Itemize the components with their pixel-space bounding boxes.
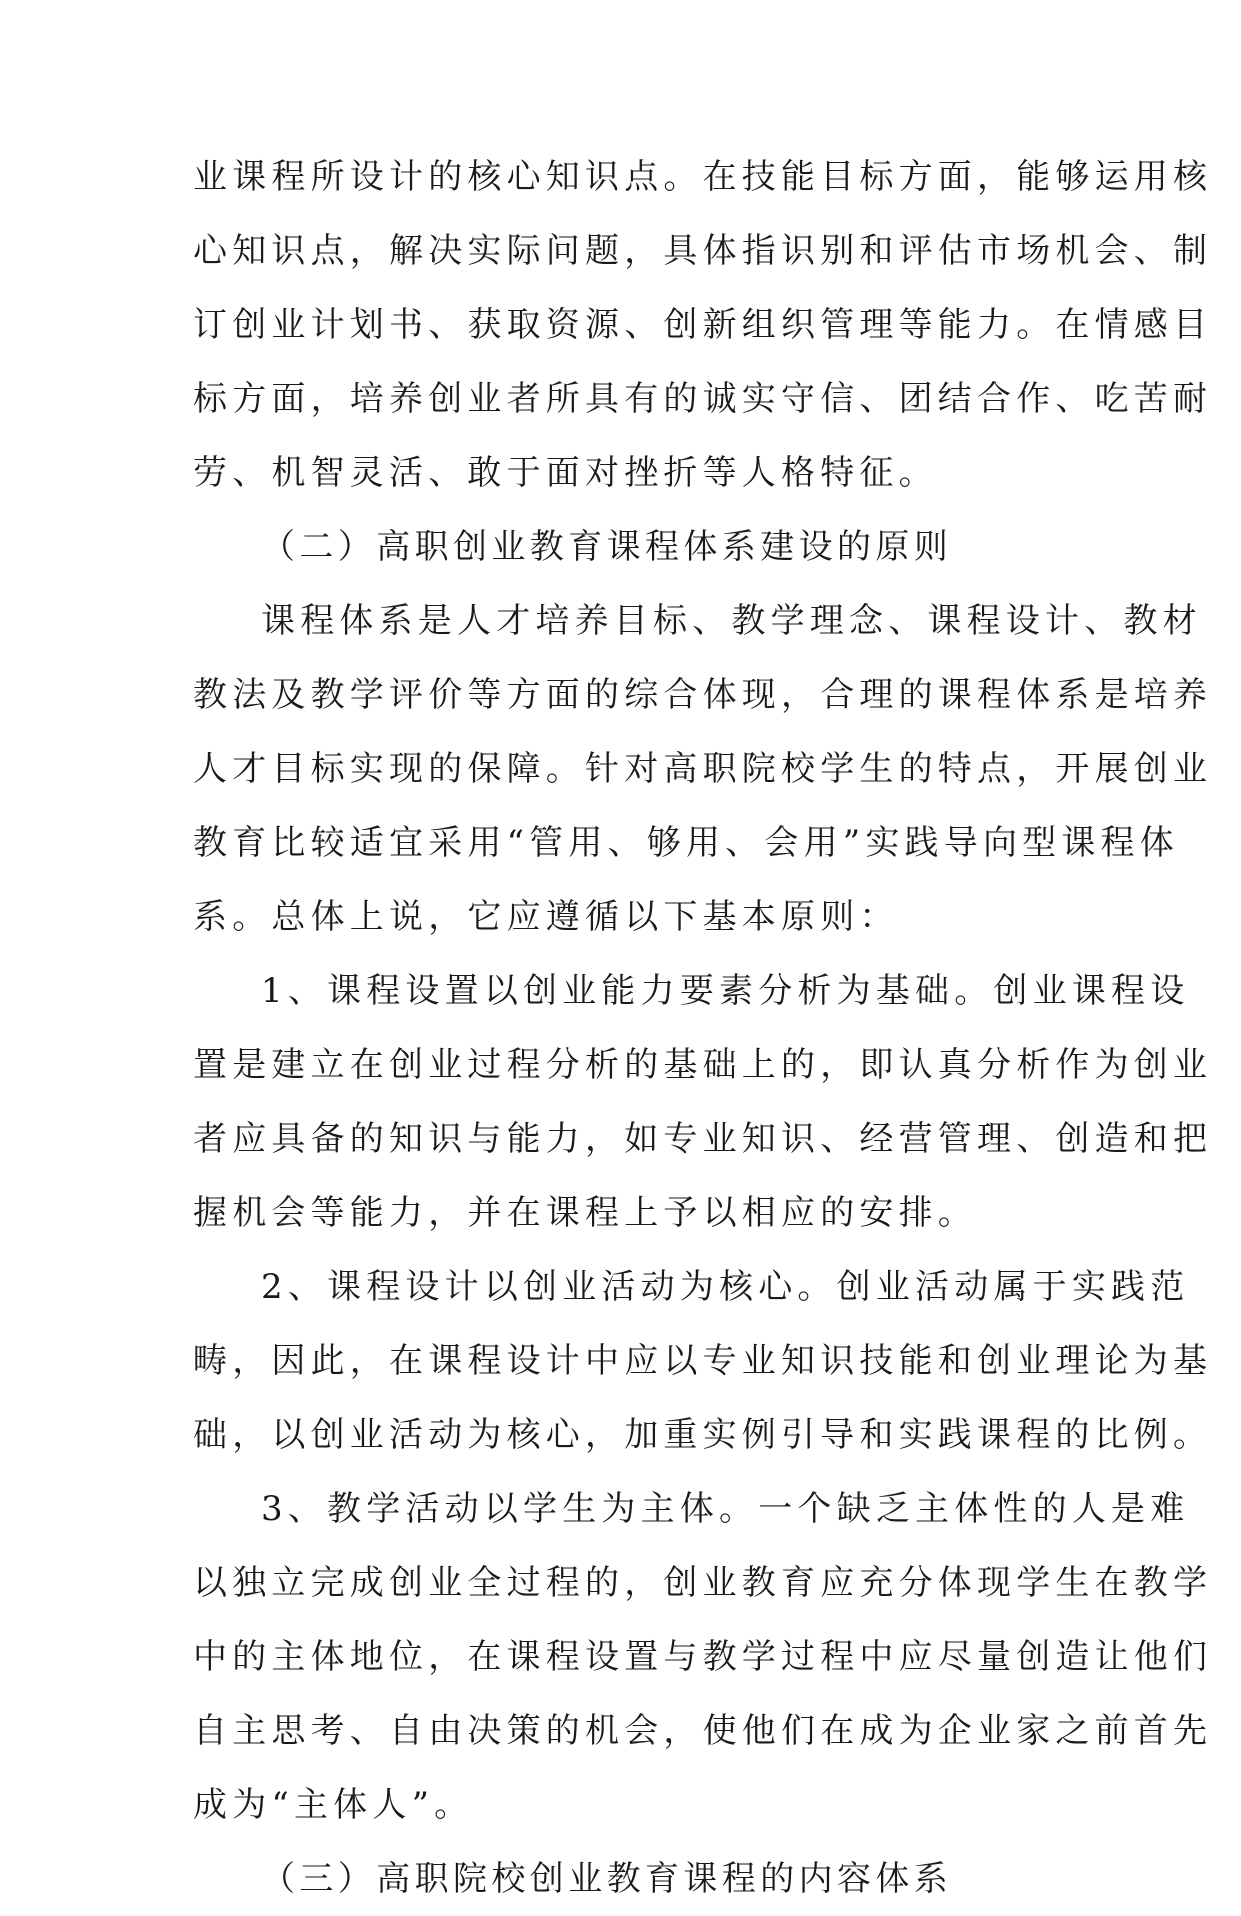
body-text-line: 握机会等能力，并在课程上予以相应的安排。 (193, 1193, 977, 1233)
body-text-line: 置是建立在创业过程分析的基础上的，即认真分析作为创业 (193, 1045, 1213, 1085)
section-heading-3: （三）高职院校创业教育课程的内容体系 (261, 1859, 953, 1899)
section-heading-2: （二）高职创业教育课程体系建设的原则 (261, 527, 953, 567)
body-text-line: 人才目标实现的保障。针对高职院校学生的特点，开展创业 (193, 749, 1213, 789)
body-text-line: 以独立完成创业全过程的，创业教育应充分体现学生在教学 (193, 1563, 1213, 1603)
body-text-line: 标方面，培养创业者所具有的诚实守信、团结合作、吃苦耐 (193, 379, 1213, 419)
paragraph-first-line: 课程体系是人才培养目标、教学理念、课程设计、教材 (261, 601, 1202, 641)
body-text-line: 教法及教学评价等方面的综合体现，合理的课程体系是培养 (193, 675, 1213, 715)
body-text-line: 教育比较适宜采用“管用、够用、会用”实践导向型课程体 (193, 823, 1179, 863)
body-text-line: 业课程所设计的核心知识点。在技能目标方面，能够运用核 (193, 157, 1213, 197)
body-text-line: 系。总体上说，它应遵循以下基本原则： (193, 897, 899, 937)
body-text-line: 自主思考、自由决策的机会，使他们在成为企业家之前首先 (193, 1711, 1213, 1751)
list-item-1: 1、课程设置以创业能力要素分析为基础。创业课程设 (261, 971, 1190, 1011)
body-text-line: 成为“主体人”。 (193, 1785, 474, 1825)
body-text-line: 础，以创业活动为核心，加重实例引导和实践课程的比例。 (193, 1415, 1213, 1455)
body-text-line: 劳、机智灵活、敢于面对挫折等人格特征。 (193, 453, 938, 493)
body-text-line: 订创业计划书、获取资源、创新组织管理等能力。在情感目 (193, 305, 1213, 345)
body-text-line: 者应具备的知识与能力，如专业知识、经营管理、创造和把 (193, 1119, 1213, 1159)
document-page (193, 140, 1213, 1916)
body-text-line: 畴，因此，在课程设计中应以专业知识技能和创业理论为基 (193, 1341, 1213, 1381)
body-text-line: 中的主体地位，在课程设置与教学过程中应尽量创造让他们 (193, 1637, 1213, 1677)
list-item-3: 3、教学活动以学生为主体。一个缺乏主体性的人是难 (261, 1489, 1190, 1529)
list-item-2: 2、课程设计以创业活动为核心。创业活动属于实践范 (261, 1267, 1190, 1307)
body-text-line: 心知识点，解决实际问题，具体指识别和评估市场机会、制 (193, 231, 1213, 271)
